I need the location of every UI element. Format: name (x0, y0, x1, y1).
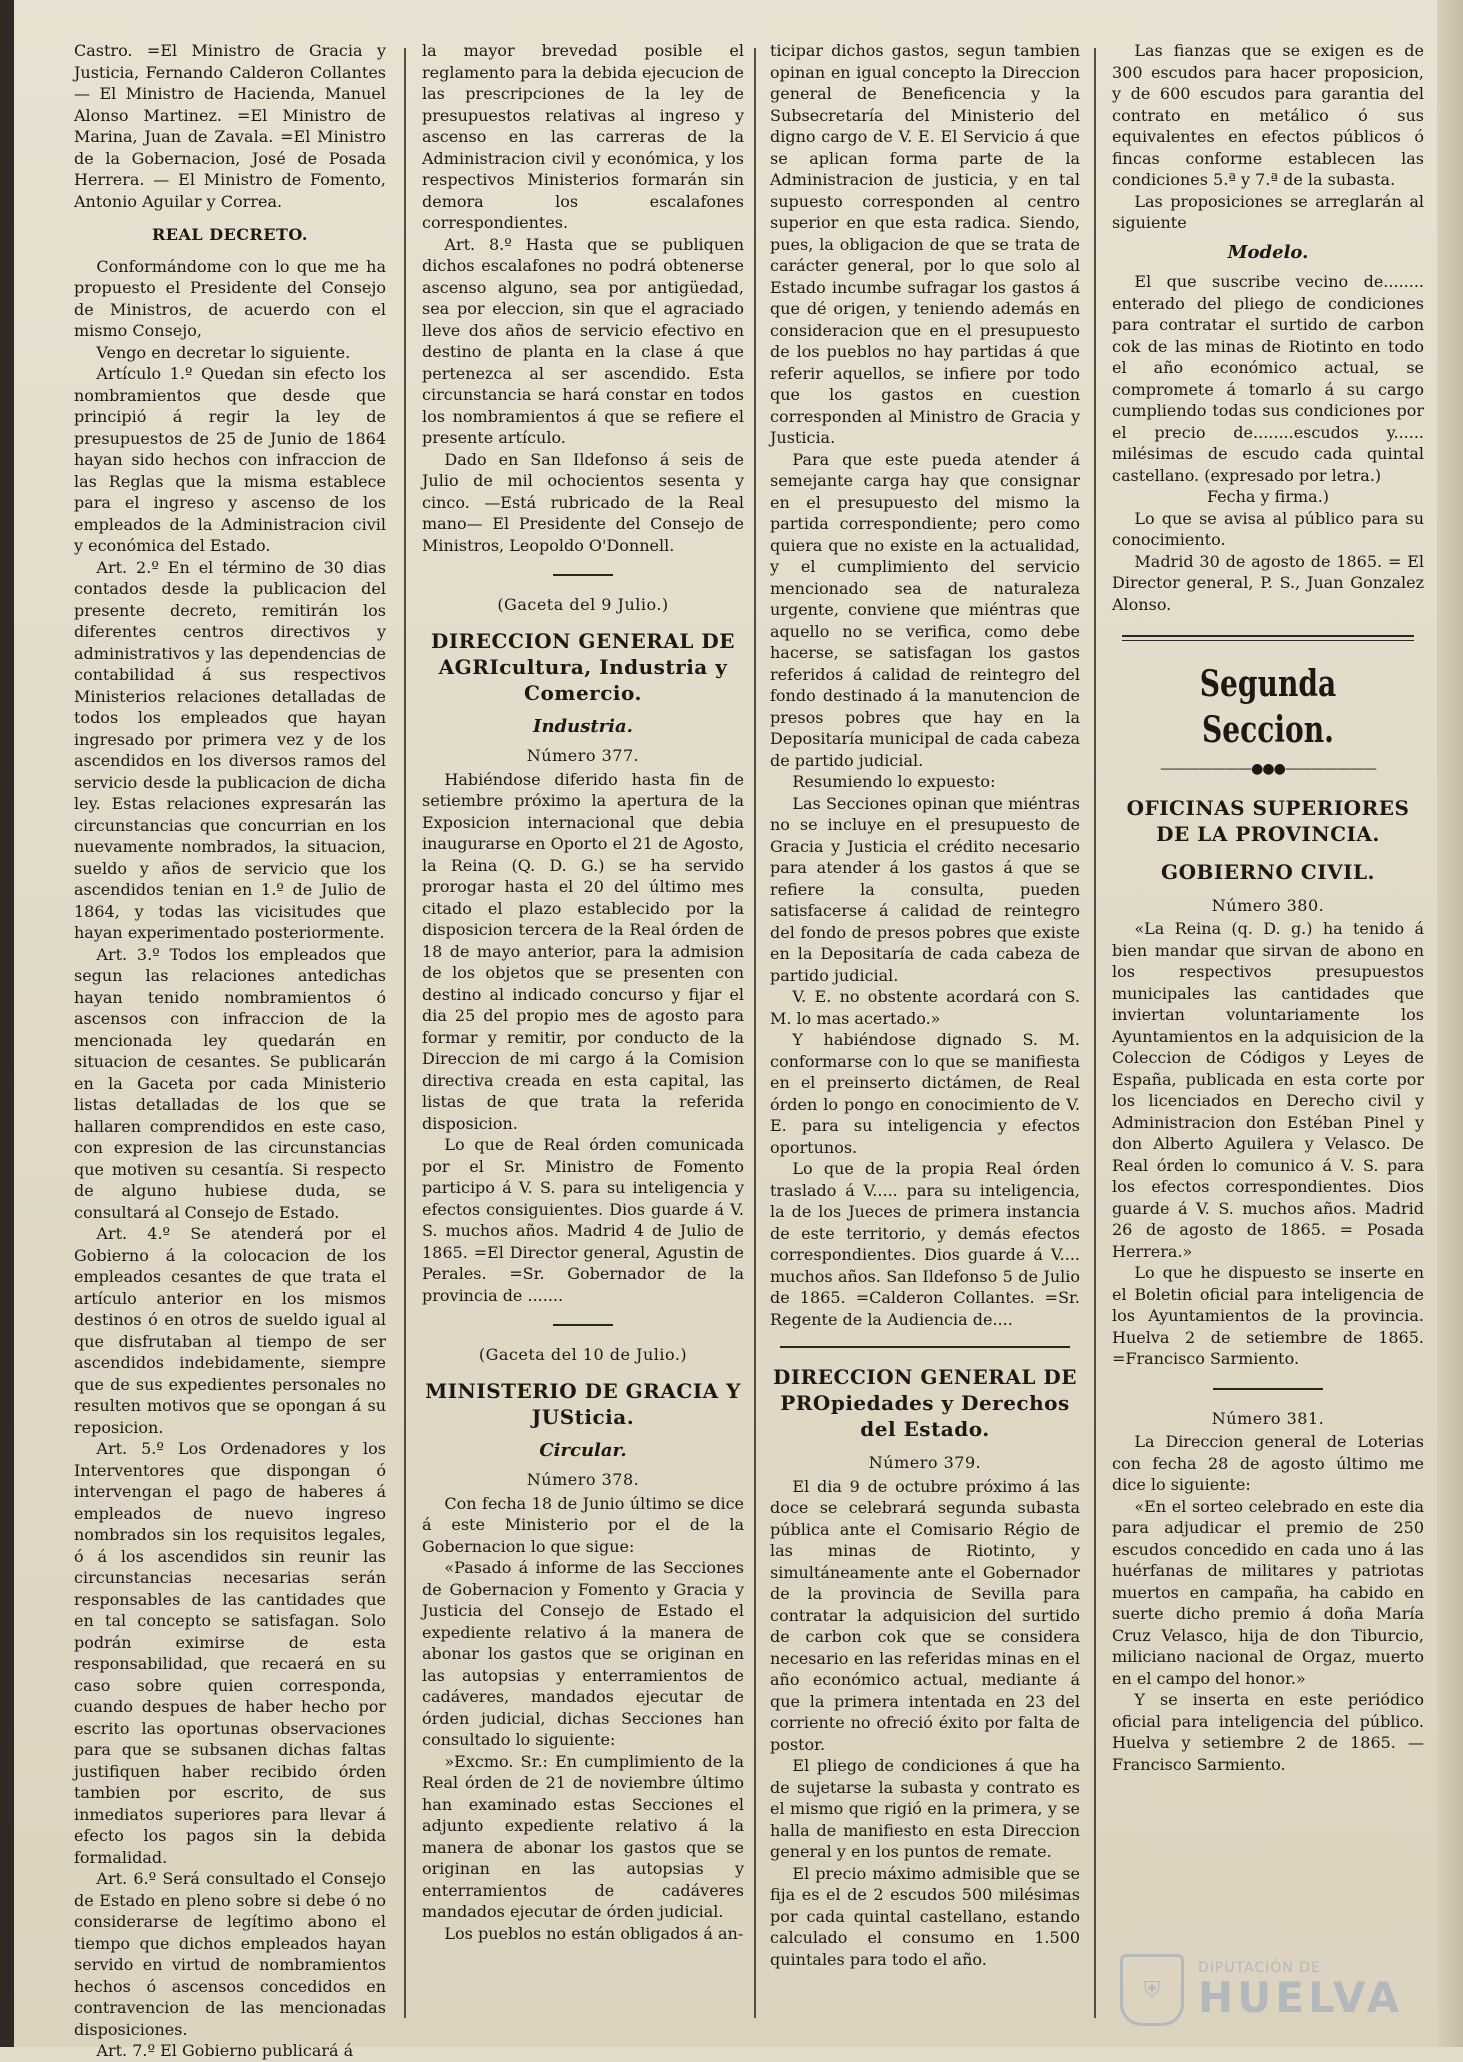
direccion-agricultura-heading: DIRECCION GENERAL DE AGRIcultura, Industria y Comercio. (430, 628, 736, 705)
modelo-paragraph: El que suscribe vecino de........ enterado del pliego de condiciones para contratar el surtido de carbon cok de las minas de Riotinto en todo el año económico actual, se compromete á tomarlo á su cargo cumpliendo todas sus condiciones por el precio de........escudos y...... milésimas de escudo cada quintal castellano. (expresado por letra.) (1112, 272, 1424, 485)
page-left-edge (0, 0, 14, 2047)
paragraph-381-c: Y se inserta en este periódico oficial para inteligencia del público. Huelva y setiembre 2 de 1865. — Francisco Sarmiento. (1112, 1690, 1424, 1774)
paragraph-380: «La Reina (q. D. g.) ha tenido á bien mandar que sirvan de abono en los respectivos presupuestos municipales las cantidades que inviertan voluntariamente los Ayuntamientos en la adquisicion de la Coleccion de Códigos y Leyes de España, publicada en esta corte por los licenciados en Derecho civil y Administracion don Estéban Pinel y don Alberto Aguilera y Velasco. De Real órden lo comunico á V. S. para los efectos correspondientes. Dios guarde á V. S. muchos años. Madrid 26 de agosto de 1865. = Posada Herrera.» (1112, 919, 1424, 1261)
fecha-firma: Fecha y firma.) (1206, 487, 1330, 506)
paragraph-379: El dia 9 de octubre próximo á las doce se celebrará segunda subasta pública ante el Comisario Régio de las minas de Riotinto, y simultáneamente ante el Gobernador de la provincia de Sevilla para contratar la adquisicion del surtido de carbon cok que se considera necesario en las referidas minas en el año económico actual, mediante á que la primera intentada en 23 del corriente no ofreció éxito por falta de postor. (770, 1476, 1080, 1754)
paragraph-378-d: Los pueblos no están obligados á an- (444, 1923, 744, 1943)
signatures-paragraph: Castro. =El Ministro de Gracia y Justicia, Fernando Calderon Collantes — El Ministro de Hacienda, Manuel Alonso Martinez. =El Ministro de Marina, Juan de Zavala. =El Ministro de la Gobernacion, José de Posada Herrera. — El Ministro de Fomento, Antonio Aguilar y Correa. (74, 41, 386, 211)
flourish-ornament: ———————●●●——————— (1160, 761, 1376, 777)
column-divider-3 (1094, 48, 1096, 2018)
ministerio-gracia-heading: MINISTERIO DE GRACIA Y JUSticia. (425, 1378, 741, 1429)
paragraph-380-b: Lo que he dispuesto se inserte en el Boletin oficial para inteligencia de los Ayuntamientos de la provincia. Huelva 2 de setiembre de 1865. =Francisco Sarmiento. (1112, 1263, 1424, 1368)
articulo-2: Art. 2.º En el término de 30 dias contados desde la publicacion del presente decreto, remitirán los diferentes centros directivos y administrativos y las dependencias de contabilidad á sus respectivos Ministerios relaciones detalladas de todos los empleados que hayan ingresado por primera vez y de los ascendidos en los diversos ramos del servicio desde la publicacion de dicha ley. Estas relaciones expresarán las circunstancias que concurrian en los nuevamente nombrados, la situacion, sueldo y años de servicio que los ascendidos tenian en 1.º de Julio de 1864, y todas las vicisitudes que hayan experimentado posteriormente. (74, 557, 386, 942)
articulo-3: Art. 3.º Todos los empleados que segun las relaciones antedichas hayan tenido nombramientos ó ascensos con infraccion de la mencionada ley quedarán en situacion de cesantes. Se publicarán en la Gaceta por cada Ministerio listas detalladas de los que se hallaren comprendidos en este caso, con expresion de las circunstancias que motiven su cesantía. Si respecto de alguno hubiese duda, se consultará al Consejo de Estado. (74, 944, 386, 1222)
oficinas-heading: OFICINAS SUPERIORES DE LA PROVINCIA. (1126, 795, 1410, 846)
dado-en-paragraph: Dado en San Ildefonso á seis de Julio de mil ochocientos sesenta y cinco. —Está rubricado de la Real mano— El Presidente del Consejo de Ministros, Leopoldo O'Donnell. (422, 449, 744, 555)
section-rule (780, 1346, 1070, 1348)
paragraph-378: Con fecha 18 de Junio último se dice á este Ministerio por el de la Gobernacion lo que sigue: (422, 1493, 744, 1556)
circular-subheading: Circular. (539, 1439, 627, 1461)
anticipar-paragraph: ticipar dichos gastos, segun tambien opinan en igual concepto la Direccion general de Beneficencia y la Subsecretaría del Ministerio del digno cargo de V. E. El Servicio á que se aplican forma parte de la Administracion de justicia, y en tal supuesto corresponden al centro superior en que esta radica. Siendo, pues, la obligacion de que se trata de carácter general, por lo que solo al Estado incumbe sufragar los gastos á que dé origen, y teniendo además en consideracion que en el presupuesto de los pueblos no hay partidas á que referir aquellos, se infiere por todo que los gastos en cuestion corresponden al Ministro de Gracia y Justicia. (770, 41, 1080, 447)
real-decreto-heading: REAL DECRETO. (152, 225, 308, 244)
numero-380: Número 380. (1211, 895, 1325, 915)
short-rule (1213, 1388, 1323, 1390)
paragraph-381-b: «En el sorteo celebrado en este dia para adjudicar el premio de 250 escudos concedido en cada uno á las huérfanas de militares y patriotas muertos en campaña, ha cabido en suerte dicho premio á doña María Cruz Velasco, hija de don Tiburcio, miliciano nacional de Orgaz, muerto en el campo del honor.» (1112, 1496, 1424, 1688)
obstente-paragraph: V. E. no obstente acordará con S. M. lo mas acertado.» (770, 987, 1080, 1028)
column-3 (770, 40, 1080, 2035)
numero-378: Número 378. (526, 1470, 640, 1489)
direccion-propiedades-heading: DIRECCION GENERAL DE PROpiedades y Derechos del Estado. (772, 1365, 1078, 1441)
column-2 (422, 40, 744, 2035)
segunda-seccion-heading: Segunda Seccion. (1199, 663, 1337, 751)
paragraph-378-c: »Excmo. Sr.: En cumplimiento de la Real órden de 21 de noviembre último han examinado estas Secciones el adjunto expediente relativo á la manera de abonar los gastos que se originan en las autopsias y enterramientos de cadáveres mandados ejecutar de órden judicial. (422, 1751, 744, 1921)
watermark-big-text: HUELVA (1198, 1973, 1404, 2022)
page-right-edge (1437, 0, 1463, 2047)
secciones-opinan-paragraph: Las Secciones opinan que miéntras no se incluye en el presupuesto de Gracia y Justicia el crédito necesario para atender á los gastos á que se refiere la consulta, pueden satisfacerse á calidad de reintegro del fondo de presos pobres que existe en la Depositaría de cada cabeza de partido judicial. (770, 793, 1080, 985)
numero-379: Número 379. (868, 1453, 982, 1472)
shield-icon: ⛨ (1120, 1954, 1184, 2026)
paragraph-381: La Direccion general de Loterias con fecha 28 de agosto último me dice lo siguiente: (1112, 1432, 1424, 1494)
dignado-paragraph: Y habiéndose dignado S. M. conformarse con lo que se manifiesta en el preinserto dictámen, de Real órden lo pongo en conocimiento de V. E. para su inteligencia y efectos oportunos. (770, 1030, 1080, 1157)
double-rule (1122, 635, 1414, 641)
modelo-subheading: Modelo. (1227, 241, 1309, 263)
numero-381: Número 381. (1211, 1408, 1325, 1428)
traslado-paragraph: Lo que de la propia Real órden traslado á V..... para su inteligencia, la de los Jueces de primera instancia de este territorio, y demás efectos correspondientes. Dios guarde á V.... muchos años. San Ildefonso 5 de Julio de 1865. =Calderon Collantes. =Sr. Regente de la Audiencia de.... (770, 1159, 1080, 1329)
para-que-paragraph: Para que este pueda atender á semejante carga hay que consignar en el presupuesto del mismo la partida correspondiente; pero como quiera que no existe en la actualidad, y el cumplimiento del servicio mencionado sea de naturaleza urgente, conviene que miéntras que aquello no se verifica, como debe hacerse, se satisfagan los gastos referidos á calidad de reintegro del fondo destinado á la manutencion de presos pobres que hay en la Depositaría municipal de cada cabeza de partido judicial. (770, 449, 1080, 770)
short-rule (553, 574, 613, 576)
decreto-intro: Conformándome con lo que me ha propuesto el Presidente del Consejo de Ministros, de acuerdo con el mismo Consejo, (74, 256, 386, 340)
articulo-6: Art. 6.º Será consultado el Consejo de Estado en pleno sobre si debe ó no considerarse de legítimo abono el tiempo que dichos empleados hayan servido en virtud de nombramientos hechos ó ascensos concedidos en contravencion de las mencionadas disposiciones. (74, 1869, 386, 2039)
paragraph-379-b: El pliego de condiciones á que ha de sujetarse la subasta y contrato es el mismo que rigió en la primera, y se halla de manifiesto en esta Direccion general y en los puntos de remate. (770, 1756, 1080, 1861)
gaceta-date-2: (Gaceta del 10 de Julio.) (478, 1345, 688, 1364)
column-1 (74, 40, 386, 2060)
column-4 (1112, 40, 1424, 2035)
reglamento-paragraph: la mayor brevedad posible el reglamento para la debida ejecucion de las prescripciones de la ley de presupuestos relativas al ingreso y ascenso en las carreras de la Administracion civil y económica, y los respectivos Ministerios formarán sin demora los escalafones correspondientes. (422, 41, 744, 232)
madrid-paragraph: Madrid 30 de agosto de 1865. = El Director general, P. S., Juan Gonzalez Alonso. (1112, 551, 1424, 614)
short-rule (553, 1324, 613, 1326)
paragraph-377-b: Lo que de Real órden comunicada por el Sr. Ministro de Fomento participo á V. S. para su inteligencia y efectos consiguientes. Dios guarde á V. S. muchos años. Madrid 4 de Julio de 1865. =El Director general, Agustin de Perales. =Sr. Gobernador de la provincia de ....... (422, 1135, 744, 1305)
decreto-vengo: Vengo en decretar lo siguiente. (96, 342, 351, 362)
articulo-4: Art. 4.º Se atenderá por el Gobierno á la colocacion de los empleados cesantes de que trata el artículo anterior en los mismos destinos ó en otros de sueldo igual al que disfrutaban al tiempo de ser ascendidos indebidamente, siempre que de sus expedientes personales no resulten motivos que se opongan á su reposicion. (74, 1224, 386, 1437)
gobierno-civil-heading: GOBIERNO CIVIL. (1161, 859, 1375, 884)
fianzas-paragraph: Las fianzas que se exigen es de 300 escudos para hacer proposicion, y de 600 escudos para garantia del contrato en metálico ó sus equivalentes en efectos públicos ó fincas conforme establecen las condiciones 5.ª y 7.ª de la subasta. (1112, 41, 1424, 189)
paragraph-378-b: «Pasado á informe de las Secciones de Gobernacion y Fomento y Gracia y Justicia del Consejo de Estado el expediente relativo á la manera de abonar los gastos que se originan en las autopsias y enterramientos de cadáveres, mandados ejecutar de órden judicial, dichas Secciones han consultado lo siguiente: (422, 1558, 744, 1749)
proposiciones-paragraph: Las proposiciones se arreglarán al siguiente (1112, 191, 1424, 232)
articulo-5: Art. 5.º Los Ordenadores y los Interventores que dispongan ó intervengan el pago de haberes á empleados de nuevo ingreso nombrados sin los requisitos legales, ó á los ascendidos sin reunir las circunstancias necesarias serán responsables de las cantidades que en tal concepto se satisfagan. Solo podrán eximirse de esta responsabilidad, que recaerá en su caso sobre quien corresponda, cuando despues de haber hecho por escrito las oportunas observaciones para que se subsanen dichas faltas justifiquen haber recibido órden tambien por escrito, de sus inmediatos superiores para llevar á efecto los pagos sin la debida formalidad. (74, 1439, 386, 1867)
paragraph-379-c: El precio máximo admisible que se fija es el de 2 escudos 500 milésimas por cada quintal castellano, estando calculado el consumo en 1.500 quintales para todo el año. (770, 1863, 1080, 1969)
avisa-paragraph: Lo que se avisa al público para su conocimiento. (1112, 508, 1424, 549)
diputacion-huelva-watermark (1120, 1950, 1440, 2030)
articulo-7: Art. 7.º El Gobierno publicará á (96, 2041, 354, 2060)
paragraph-377: Habiéndose diferido hasta fin de setiembre próximo la apertura de la Exposicion internacional que debia inaugurarse en Oporto el 21 de Agosto, la Reina (Q. D. G.) se ha servido prorogar hasta el 20 del último mes citado el plazo establecido por la disposicion tercera de la Real órden de 18 de mayo anterior, para la admision de los objetos que se presenten con destino al indicado concurso y fijar el dia 25 del propio mes de agosto para formar y remitir, por conducto de la Direccion de mi cargo á la Comision directiva creada en esta capital, las listas de que trata la referida disposicion. (422, 769, 744, 1133)
resumiendo-paragraph: Resumiendo lo expuesto: (792, 772, 996, 791)
numero-377: Número 377. (526, 746, 640, 765)
watermark-small-text: DIPUTACIÓN DE (1198, 1960, 1321, 1976)
gaceta-date-1: (Gaceta del 9 Julio.) (497, 595, 669, 614)
column-divider-2 (754, 48, 756, 2018)
articulo-8: Art. 8.º Hasta que se publiquen dichos escalafones no podrá obtenerse ascenso alguno, sea por antigüedad, sea por eleccion, sin que el agraciado lleve dos años de servicio efectivo en destino de planta en la clase á que pertenezca al ser ascendido. Esta circunstancia se hará constar en todos los nombramientos á que se refiere el presente artículo. (422, 234, 744, 447)
column-divider-1 (404, 48, 406, 2018)
industria-subheading: Industria. (533, 715, 633, 737)
articulo-1: Artículo 1.º Quedan sin efecto los nombramientos que desde que principió á regir la ley de presupuestos de 25 de Junio de 1864 hayan sido hechos con infraccion de las Reglas que la misma establece para el ingreso y ascenso de los empleados de la Administracion civil y económica del Estado. (74, 364, 386, 555)
